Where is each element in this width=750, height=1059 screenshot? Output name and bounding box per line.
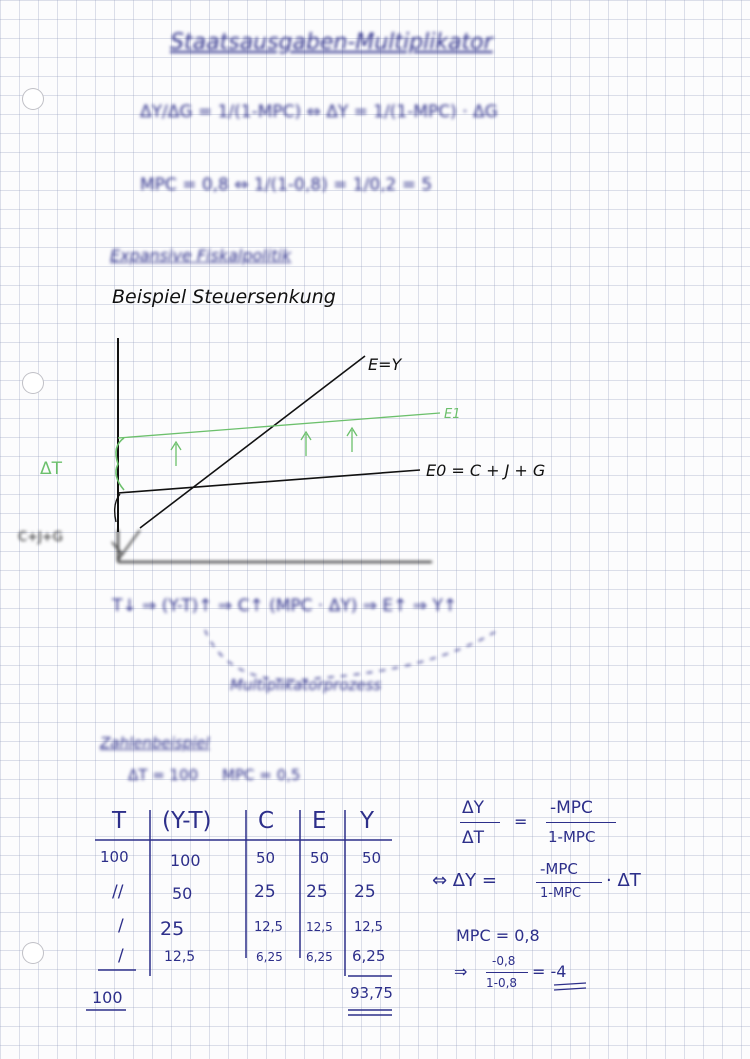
income-expenditure-diagram [0,266,750,532]
cell: // [112,882,124,902]
cell: 25 [354,882,376,902]
e0-line [118,470,420,493]
header-y: Y [360,808,375,834]
cell: 6,25 [256,950,283,964]
mpc-value: MPC = 0,8 [456,926,540,945]
equiv-suffix: · ΔT [606,870,641,891]
equiv-numerator: -MPC [540,860,578,878]
table-section: T (Y-T) C E Y 100 100 50 50 50 // 50 25 25 25 / 25 12,5 12,5 12,5 / 12,5 6,25 6,25 6,25 100 93,75 ΔY ΔT = -MPC 1-MPC ⇔ ΔY = -MPC 1-MPC · ΔT MPC = 0,8 ⇒ -0,8 1-0,8 = -4 [0,796,750,1059]
top-notes-section [0,0,750,268]
cell: 25 [306,882,328,902]
middle-notes-section [0,530,750,798]
frac-lhs-numerator: ΔY [462,798,485,818]
result-value: = -4 [532,962,567,981]
header-c: C [258,808,275,834]
diagram-continuation [0,530,750,590]
cell: 50 [172,884,193,903]
cell: 6,25 [352,947,386,965]
mpc-formula: MPC = 0,8 ⇔ 1/(1-0,8) = 1/0,2 = 5 [140,175,433,195]
result-double-underline [552,982,592,994]
fiscal-policy-heading: Expansive Fiskalpolitik [110,246,292,265]
e1-line [118,413,440,438]
cell: 12,5 [254,920,283,935]
cell: / [118,916,124,936]
label-delta-t: ΔT [40,459,63,479]
label-e-equals-y: E=Y [368,355,402,374]
header-disposable-income: (Y-T) [162,808,212,834]
result-numerator: -0,8 [492,954,516,968]
multiplier-chain: T↓ ⇒ (Y-T)↑ ⇒ C↑ (MPC · ΔY) ⇒ E↑ ⇒ Y↑ [112,596,458,616]
cell: 12,5 [354,920,383,935]
multiplier-process-label: Multiplikatorprozess [230,676,382,694]
cell: 25 [254,882,276,902]
cell: 6,25 [306,950,333,964]
example-values: ΔT = 100 MPC = 0,5 [128,766,301,784]
total-t: 100 [92,988,123,1007]
label-e1: E1 [444,407,461,422]
cell: 12,5 [306,920,333,934]
cell: 100 [170,851,201,870]
cell: 25 [160,918,185,940]
cell: 50 [310,849,330,867]
label-e0: E0 = C + J + G [426,461,546,480]
cell: 12,5 [164,949,196,965]
multiplier-formula: ΔY/ΔG = 1/(1-MPC) ⇔ ΔY = 1/(1-MPC) · ΔG [140,102,498,122]
cell: / [118,946,124,966]
cell: 50 [362,849,382,867]
graph-section [0,266,750,532]
frac-lhs-denominator: ΔT [462,828,485,848]
header-e: E [312,808,327,834]
e-equals-y-line [140,356,365,528]
multiplier-title: Staatsausgaben-Multiplikator [170,30,493,55]
equiv-denominator: 1-MPC [540,886,582,901]
frac-rhs-numerator: -MPC [550,798,593,818]
total-y: 93,75 [350,984,393,1002]
result-prefix: ⇒ [454,962,468,981]
frac-rhs-denominator: 1-MPC [548,828,596,846]
example-heading: Zahlenbeispiel [100,734,210,752]
graph-heading: Beispiel Steuersenkung [112,286,336,308]
cell: 50 [256,849,276,867]
equiv-prefix: ⇔ ΔY = [432,870,497,891]
header-t: T [112,808,127,834]
intercept-label: C+J+G [18,530,63,545]
cell: 100 [100,848,129,866]
result-denominator: 1-0,8 [486,976,518,990]
